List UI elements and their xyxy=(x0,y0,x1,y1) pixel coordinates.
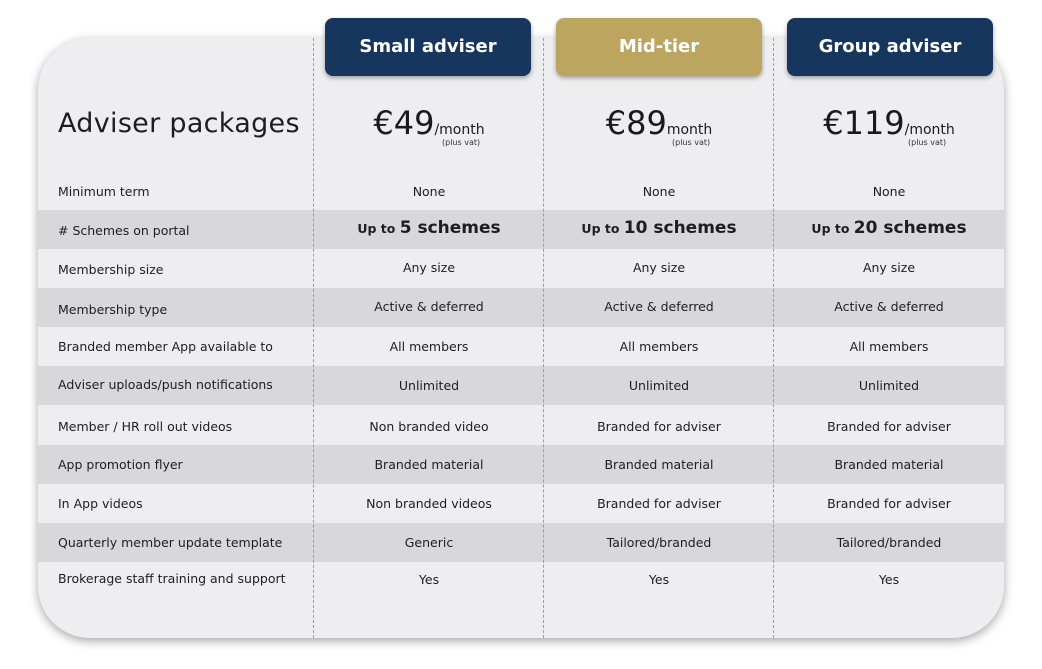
cell-value: Active & deferred xyxy=(834,299,944,314)
cell-value: Non branded videos xyxy=(366,496,492,511)
cell-value: Yes xyxy=(418,572,440,587)
cell-value: None xyxy=(872,184,906,199)
row-label: Adviser uploads/push notifications xyxy=(58,377,273,392)
row-label: Quarterly member update template xyxy=(58,535,283,550)
row-label: Minimum term xyxy=(58,184,150,199)
cell-value: Unlimited xyxy=(398,378,460,393)
cell-value: Tailored/branded xyxy=(836,535,942,550)
price-vat-note: (plus vat) xyxy=(908,138,947,147)
scheme-count: 20 schemes xyxy=(853,218,967,238)
row-label: App promotion flyer xyxy=(58,457,183,472)
cell-value: Branded for adviser xyxy=(827,419,951,434)
page-title: Adviser packages xyxy=(58,108,300,139)
cell-value: Branded for adviser xyxy=(597,496,721,511)
row-label: Member / HR roll out videos xyxy=(58,419,233,434)
cell-value: Active & deferred xyxy=(604,299,714,314)
cell-value: Yes xyxy=(878,572,900,587)
cell-value xyxy=(314,218,544,238)
cell-value: None xyxy=(412,184,446,199)
cell-value: Branded material xyxy=(604,457,714,472)
cell-value: All members xyxy=(849,339,929,354)
cell-value: All members xyxy=(389,339,469,354)
cell-value: Branded for adviser xyxy=(827,496,951,511)
scheme-prefix: Up to xyxy=(357,221,396,236)
package-tab-small-adviser[interactable]: Small adviser xyxy=(325,18,531,76)
cell-value: Branded material xyxy=(374,457,484,472)
cell-value: Any size xyxy=(632,260,686,275)
row-label: Membership size xyxy=(58,262,164,277)
price-amount: €119 xyxy=(823,104,905,142)
cell-value: Branded material xyxy=(834,457,944,472)
cell-value: Branded for adviser xyxy=(597,419,721,434)
cell-value: Any size xyxy=(862,260,916,275)
price-period: /month xyxy=(904,122,955,138)
cell-value xyxy=(774,218,1004,238)
row-label: Brokerage staff training and support xyxy=(58,571,286,586)
price-period: month xyxy=(666,122,713,138)
scheme-count: 5 schemes xyxy=(399,218,501,238)
scheme-prefix: Up to xyxy=(811,221,850,236)
price-group xyxy=(774,104,1004,147)
price-amount: €89 xyxy=(605,104,667,142)
package-tab-mid-tier[interactable]: Mid-tier xyxy=(556,18,762,76)
row-label: # Schemes on portal xyxy=(58,223,190,238)
cell-value: Yes xyxy=(648,572,670,587)
scheme-count: 10 schemes xyxy=(623,218,737,238)
cell-value: Unlimited xyxy=(858,378,920,393)
cell-value: All members xyxy=(619,339,699,354)
price-period: /month xyxy=(434,122,485,138)
cell-value: Unlimited xyxy=(628,378,690,393)
price-mid xyxy=(544,104,774,147)
price-vat-note: (plus vat) xyxy=(442,138,481,147)
package-tab-group-adviser[interactable]: Group adviser xyxy=(787,18,993,76)
cell-value: Tailored/branded xyxy=(606,535,712,550)
cell-value: Generic xyxy=(404,535,454,550)
scheme-prefix: Up to xyxy=(581,221,620,236)
price-vat-note: (plus vat) xyxy=(672,138,711,147)
cell-value: Any size xyxy=(402,260,456,275)
cell-value: Active & deferred xyxy=(374,299,484,314)
cell-value: Non branded video xyxy=(369,419,489,434)
row-label: Membership type xyxy=(58,302,168,317)
row-label: Branded member App available to xyxy=(58,339,273,354)
row-label: In App videos xyxy=(58,496,143,511)
price-small xyxy=(314,104,544,147)
pricing-card xyxy=(38,38,1004,638)
price-amount: €49 xyxy=(373,104,435,142)
cell-value xyxy=(544,218,774,238)
cell-value: None xyxy=(642,184,676,199)
